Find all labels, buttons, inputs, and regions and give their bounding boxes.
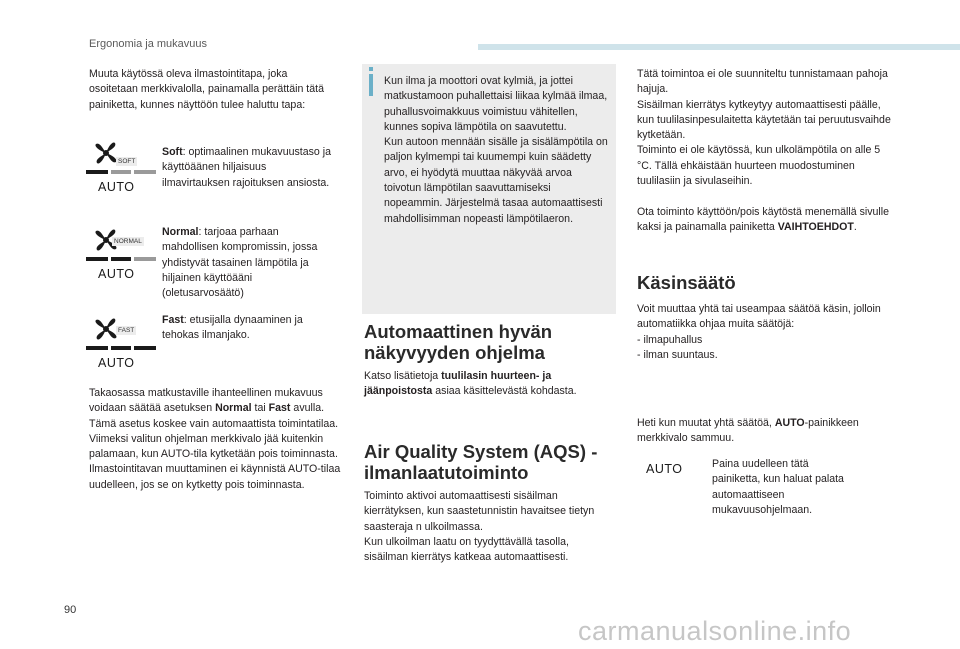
rear-paragraph bbox=[89, 386, 343, 493]
soft-text: : optimaalinen mukavuustaso ja käyttöäänen hiljaisuus ilmavirtauksen rajoituksen ansiosta. bbox=[162, 146, 331, 189]
normal-icon-label: NORMAL bbox=[114, 238, 142, 245]
soft-icon-label: SOFT bbox=[118, 158, 136, 165]
rear-p2: Tämä asetus koskee vain automaattista toimintatilaa. Viimeksi valitun ohjelman merkkivalo jää kuitenkin palamaan, kun AUTO-tila kytketään pois toiminnasta. bbox=[89, 417, 339, 461]
visibility-heading: Automaattinen hyvän näkyvyyden ohjelma bbox=[364, 321, 553, 363]
page-number: 90 bbox=[64, 604, 77, 616]
visibility-suffix: asiaa käsittelevästä kohdasta. bbox=[435, 385, 577, 398]
auto-off-bold: AUTO bbox=[774, 417, 805, 429]
manual-text: Voit muuttaa yhtä tai useampaa säätöä käsin, jolloin automatiikka ohjaa muita säätöjä: bbox=[637, 303, 881, 331]
aqs-paragraph: Toiminto aktivoi automaattisesti sisäilman kierrätyksen, kun saastetunnistin havaitsee tietyn saasteraja n ulkoilmassa. Kun ulkoilman laatu on tyydyttävällä tasolla, sisäilman kierrätys katkeaa automaattisesti. bbox=[364, 490, 595, 564]
manual-paragraph bbox=[637, 302, 891, 363]
options-end: . bbox=[853, 221, 857, 234]
fast-description bbox=[162, 313, 334, 344]
fast-icon-label: FAST bbox=[118, 327, 135, 334]
visibility-link: tuulilasin huurteen- ja jäänpoistosta bbox=[364, 370, 552, 398]
rear-p3: Ilmastointitavan muuttaminen ei käynnistä AUTO-tilaa uudelleen, jos se on kytketty pois toiminnasta. bbox=[89, 463, 341, 491]
soft-name: Soft bbox=[162, 146, 183, 158]
fast-mode-icon bbox=[86, 317, 156, 373]
auto-off-suffix: -painikkeen merkkivalo sammuu. bbox=[637, 417, 859, 445]
fast-text: : etusijalla dynaaminen ja tehokas ilmanjako. bbox=[162, 314, 303, 342]
info-text: Kun ilma ja moottori ovat kylmiä, ja jottei matkustamoon puhallettaisi liikaa kylmää ilmaa, puhallusvoimakkuus voimistuu vähitellen, kunnes sopiva lämpötila on saavutettu. Kun autoon mennään sisälle ja sisälämpötila on paljon kylmempi tai kuumempi kuin säädetty arvo, ei hyödytä muuttaa näkyvää arvoa toivotun lämpötilan saavuttamiseksi nopeammin. Järjestelmä tasaa automaattisesti mahdollisimman nopeasti lämpötilaeron. bbox=[384, 75, 608, 225]
rear-text: Takaosassa matkustaville ihanteellinen mukavuus voidaan säätää asetuksen bbox=[89, 387, 323, 415]
options-paragraph bbox=[637, 205, 891, 236]
visibility-paragraph bbox=[364, 369, 614, 400]
rear-fast: Fast bbox=[268, 402, 291, 415]
info-box bbox=[362, 64, 616, 314]
manual-heading: Käsinsäätö bbox=[637, 272, 736, 293]
auto-button-icon: AUTO bbox=[646, 462, 683, 476]
auto-label: AUTO bbox=[98, 356, 135, 370]
section-title: Ergonomia ja mukavuus bbox=[89, 38, 208, 50]
options-bold: VAIHTOEHDOT bbox=[777, 221, 854, 234]
rear-or: tai bbox=[254, 402, 266, 415]
normal-name: Normal bbox=[162, 226, 199, 238]
auto-off-paragraph bbox=[637, 416, 891, 447]
auto-label: AUTO bbox=[98, 267, 135, 281]
list-item: - ilmapuhallus bbox=[637, 333, 703, 346]
fast-name: Fast bbox=[162, 314, 184, 326]
info-icon bbox=[369, 74, 373, 96]
rear-end: avulla. bbox=[293, 402, 325, 415]
rear-normal: Normal bbox=[215, 402, 252, 415]
intro-paragraph: Muuta käytössä oleva ilmastointitapa, joka osoitetaan merkkivalolla, painamalla perättäin tätä painiketta, kunnes näyttöön tulee haluttu tapa: bbox=[89, 68, 324, 111]
step-text: Paina uudelleen tätä painiketta, kun haluat palata automaattiseen mukavuusohjelmaan. bbox=[712, 458, 844, 516]
normal-text: : tarjoaa parhaan mahdollisen kompromissin, jossa yhdistyvät tasainen lämpötila ja hiljainen käyttöääni (oletusarvosäätö) bbox=[162, 226, 318, 300]
normal-description bbox=[162, 225, 334, 301]
options-text: Ota toiminto käyttöön/pois käytöstä menemällä sivulle kaksi ja painamalla painiketta bbox=[637, 206, 890, 234]
watermark: carmanualsonline.info bbox=[578, 616, 852, 646]
normal-mode-icon bbox=[86, 228, 156, 284]
visibility-prefix: Katso lisätietoja bbox=[364, 370, 439, 382]
soft-mode-icon bbox=[86, 141, 156, 197]
soft-description bbox=[162, 145, 334, 191]
aqs-heading: Air Quality System (AQS) -ilmanlaatutoiminto bbox=[364, 441, 598, 483]
odors-paragraph: Tätä toimintoa ei ole suunniteltu tunnistamaan pahoja hajuja. Sisäilman kierrätys kytkeytyy automaattisesti päälle, kun tuulilasinpesulaitetta käytetään tai peruutusvaihde kytketään. Toiminto ei ole käytössä, kun ulkolämpötila on alle 5 °C. Tällä ehkäistään huurteen muodostuminen tuulilasiin ja sivulaseihin. bbox=[637, 68, 891, 188]
level-bars bbox=[86, 170, 156, 174]
auto-off-prefix: Heti kun muutat yhtä säätöä, bbox=[637, 417, 772, 429]
level-bars bbox=[86, 257, 156, 261]
header-bar bbox=[478, 44, 960, 50]
list-item: - ilman suuntaus. bbox=[637, 348, 718, 361]
level-bars bbox=[86, 346, 156, 350]
auto-label: AUTO bbox=[98, 180, 135, 194]
